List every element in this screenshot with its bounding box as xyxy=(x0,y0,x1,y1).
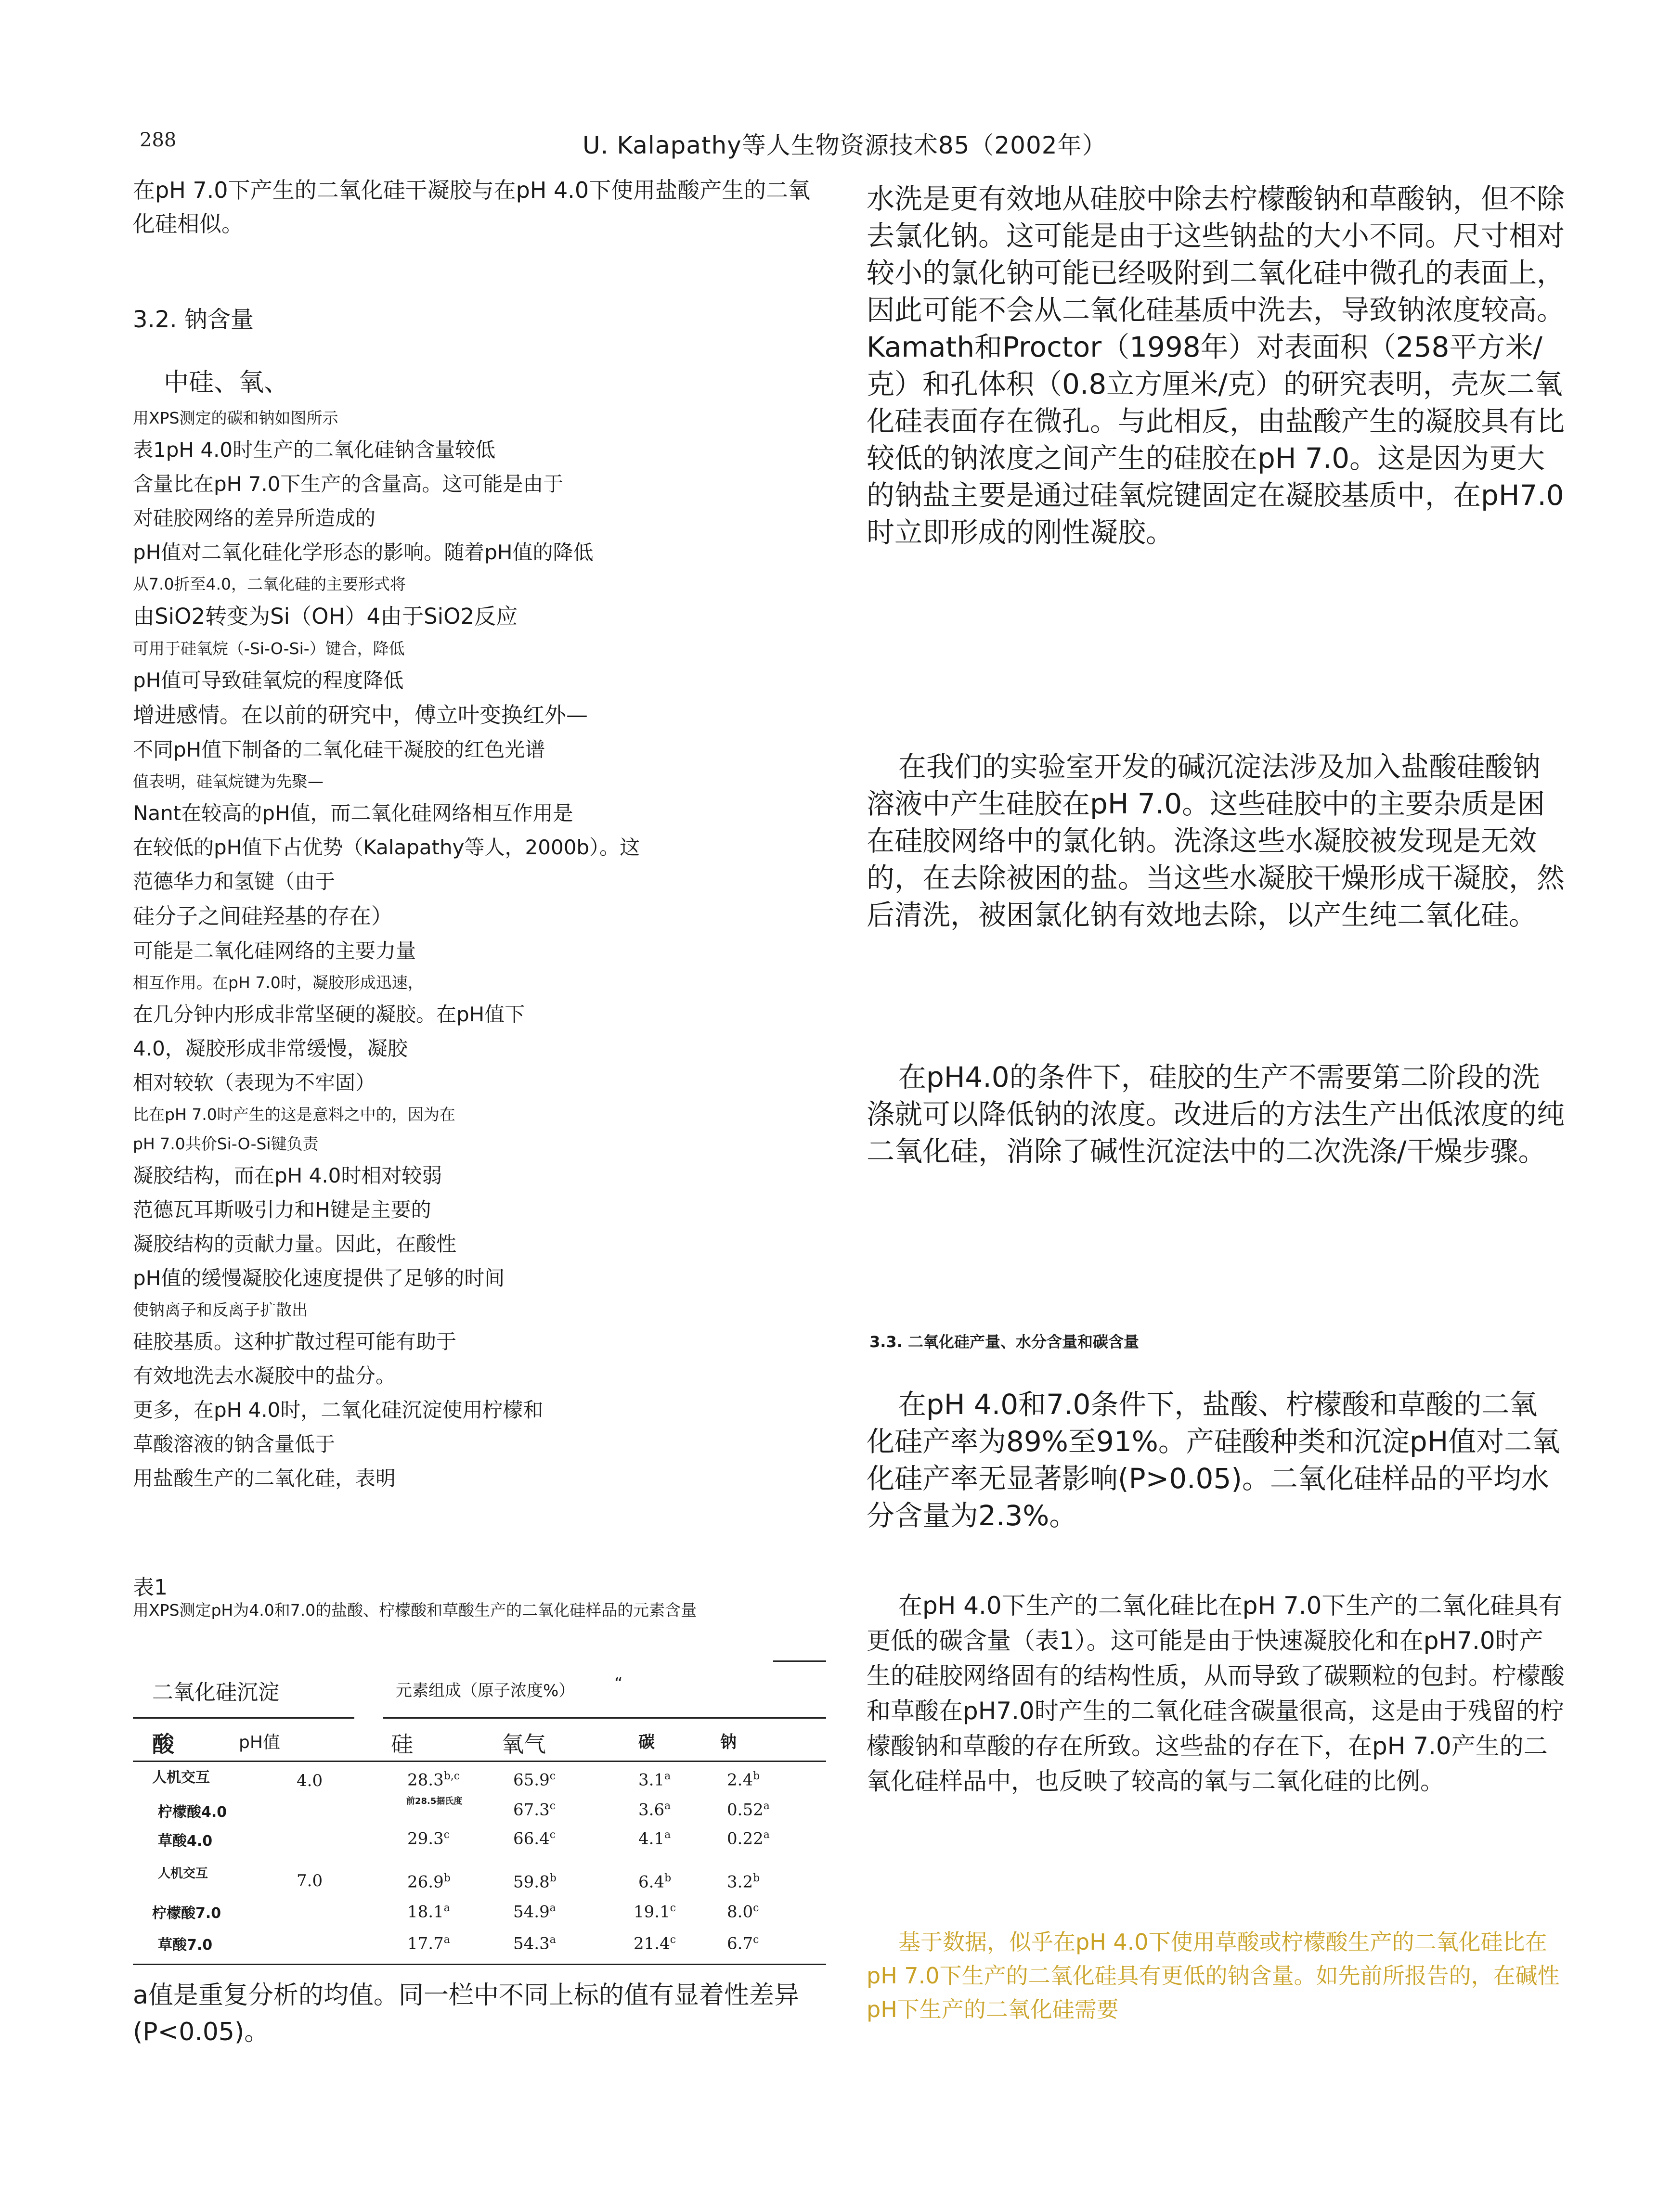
row-acid: 草酸7.0 xyxy=(158,1937,213,1954)
cell-c: 6.4$^b$ xyxy=(638,1872,672,1892)
running-head: U. Kalapathy等人生物资源技术85（2002年） xyxy=(583,131,1107,159)
row-acid: 柠檬酸7.0 xyxy=(152,1905,221,1922)
subheading: 中硅、氧、 xyxy=(164,368,289,397)
body-line: 由SiO2转变为Si（OH）4由于SiO2反应 xyxy=(133,604,518,629)
table-top-rule xyxy=(773,1660,826,1662)
intro-paragraph: 在pH 7.0下产生的二氧化硅干凝胶与在pH 4.0下使用盐酸产生的二氧化硅相似。 xyxy=(133,177,811,237)
page-number: 288 xyxy=(140,129,177,151)
body-line: 比在pH 7.0时产生的这是意料之中的，因为在 xyxy=(133,1105,455,1124)
body-line: 硅胶基质。这种扩散过程可能有助于 xyxy=(133,1330,457,1353)
header-precipitation: 二氧化硅沉淀 xyxy=(152,1680,279,1705)
body-line: 用XPS测定的碳和钠如图所示 xyxy=(133,409,338,427)
cell-o: 66.4$^c$ xyxy=(513,1829,556,1849)
cell-o: 65.9$^c$ xyxy=(513,1770,556,1790)
body-line: 用盐酸生产的二氧化硅，表明 xyxy=(133,1466,396,1490)
col-c: 碳 xyxy=(638,1733,655,1752)
right-paragraph-1: 水洗是更有效地从硅胶中除去柠檬酸钠和草酸钠，但不除去氯化钠。这可能是由于这些钠盐的大小不同。尺寸相对较小的氯化钠可能已经吸附到二氧化硅中微孔的表面上，因此可能不会从二氧化硅基质中洗去，导致钠浓度较高。Kamath和Proctor（1998年）对表面积（258平方米/克）和孔体积（0.8立方厘米/克）的研究表明，壳灰二氧化硅表面存在微孔。与此相反，由盐酸产生的凝胶具有比较低的钠浓度之间产生的硅胶在pH 7.0。这是因为更大的钠盐主要是通过硅氧烷键固定在凝胶基质中，在pH7.0时立即形成的刚性凝胶。 xyxy=(867,182,1565,549)
header-rule-left xyxy=(133,1717,354,1719)
right-paragraph-6-highlight: 基于数据，似乎在pH 4.0下使用草酸或柠檬酸生产的二氧化硅比在pH 7.0下生产的二氧化硅具有更低的钠含量。如先前所报告的，在碱性pH下生产的二氧化硅需要 xyxy=(867,1929,1560,2022)
cell-si: 26.9$^b$ xyxy=(407,1872,451,1892)
cell-c: 3.6$^a$ xyxy=(638,1800,671,1820)
cell-o: 54.3$^a$ xyxy=(513,1934,556,1954)
body-line: 表1pH 4.0时生产的二氧化硅钠含量较低 xyxy=(133,438,496,462)
right-paragraph-2: 在我们的实验室开发的碱沉淀法涉及加入盐酸硅酸钠溶液中产生硅胶在pH 7.0。这些硅胶中的主要杂质是困在硅胶网络中的氯化钠。洗涤这些水凝胶被发现是无效的，在去除被困的盐。当这些水凝胶干燥形成干凝胶，然后清洗，被困氯化钠有效地去除，以产生纯二氧化硅。 xyxy=(867,750,1565,931)
body-line: 凝胶结构的贡献力量。因此，在酸性 xyxy=(133,1232,457,1256)
body-line: 可能是二氧化硅网络的主要力量 xyxy=(133,939,416,963)
header-composition: 元素组成（原子浓度%） xyxy=(396,1681,575,1700)
body-line: 含量比在pH 7.0下生产的含量高。这可能是由于 xyxy=(133,472,564,496)
table-title: 表1 xyxy=(133,1575,168,1600)
body-line: 有效地洗去水凝胶中的盐分。 xyxy=(133,1364,396,1388)
body-line: pH值对二氧化硅化学形态的影响。随着pH值的降低 xyxy=(133,540,594,564)
col-o: 氧气 xyxy=(502,1731,546,1757)
header-bottom-rule xyxy=(133,1761,826,1762)
body-line: 硅分子之间硅羟基的存在） xyxy=(133,903,393,929)
cell-na: 0.22$^a$ xyxy=(727,1829,770,1849)
section-heading-3-3: 3.3. 二氧化硅产量、水分含量和碳含量 xyxy=(869,1333,1139,1351)
row-acid: 柠檬酸4.0 xyxy=(158,1804,227,1821)
body-line: 凝胶结构，而在pH 4.0时相对较弱 xyxy=(133,1164,442,1187)
table-bottom-rule xyxy=(133,1964,826,1965)
header-rule-right xyxy=(383,1717,826,1719)
left-body-lines xyxy=(133,403,816,1495)
body-line: 草酸溶液的钠含量低于 xyxy=(133,1432,336,1456)
body-line: 范德华力和氢键（由于 xyxy=(133,870,336,893)
inline-note: 前28.5据氏度 xyxy=(406,1796,463,1806)
body-line: 在几分钟内形成非常坚硬的凝胶。在pH值下 xyxy=(133,1003,525,1026)
cell-si: 28.3$^{b,c}$ xyxy=(407,1770,460,1790)
section-heading-3-2: 3.2. 钠含量 xyxy=(133,306,254,333)
body-line: Nant在较高的pH值，而二氧化硅网络相互作用是 xyxy=(133,801,573,825)
body-line: 范德瓦耳斯吸引力和H键是主要的 xyxy=(133,1198,431,1222)
element-table xyxy=(133,1656,826,1973)
row-acid: 人机交互 xyxy=(158,1866,208,1881)
body-line: 4.0，凝胶形成非常缓慢，凝胶 xyxy=(133,1037,408,1060)
right-paragraph-4: 在pH 4.0和7.0条件下，盐酸、柠檬酸和草酸的二氧化硅产率为89%至91%。产硅酸种类和沉淀pH值对二氧化硅产率无显著影响(P>0.05)。二氧化硅样品的平均水分含量为2.3%。 xyxy=(867,1388,1560,1532)
col-ph: pH值 xyxy=(239,1733,280,1752)
body-line: 可用于硅氧烷（-Si-O-Si-）键合，降低 xyxy=(133,639,405,658)
cell-o: 67.3$^c$ xyxy=(513,1800,556,1820)
body-line: pH值的缓慢凝胶化速度提供了足够的时间 xyxy=(133,1266,505,1290)
cell-na: 2.4$^b$ xyxy=(727,1770,760,1790)
body-line: 相对较软（表现为不牢固） xyxy=(133,1071,376,1094)
row-acid: 草酸4.0 xyxy=(158,1833,213,1850)
table-caption: 用XPS测定pH为4.0和7.0的盐酸、柠檬酸和草酸生产的二氧化硅样品的元素含量 xyxy=(133,1601,697,1620)
row-ph: 7.0 xyxy=(297,1871,323,1890)
cell-na: 3.2$^b$ xyxy=(727,1872,760,1892)
body-line: pH 7.0共价Si-O-Si键负责 xyxy=(133,1134,319,1153)
cell-c: 21.4$^c$ xyxy=(634,1934,676,1954)
header-mark: “ xyxy=(614,1674,623,1693)
col-si: 硅 xyxy=(391,1731,413,1757)
cell-si: 18.1$^a$ xyxy=(407,1902,450,1922)
body-line: 从7.0折至4.0，二氧化硅的主要形式将 xyxy=(133,575,406,593)
cell-c: 19.1$^c$ xyxy=(634,1902,676,1922)
cell-o: 54.9$^a$ xyxy=(513,1902,556,1922)
cell-o: 59.8$^b$ xyxy=(513,1872,557,1892)
cell-na: 6.7$^c$ xyxy=(727,1934,759,1954)
cell-si: 17.7$^a$ xyxy=(407,1934,450,1954)
cell-na: 0.52$^a$ xyxy=(727,1800,770,1820)
body-line: 相互作用。在pH 7.0时，凝胶形成迅速， xyxy=(133,973,424,992)
table-footnote: a值是重复分析的均值。同一栏中不同上标的值有显着性差异(P<0.05)。 xyxy=(133,1981,799,2046)
body-line: 对硅胶网络的差异所造成的 xyxy=(133,506,376,530)
row-acid: 人机交互 xyxy=(152,1769,210,1786)
body-line: 更多，在pH 4.0时，二氧化硅沉淀使用柠檬和 xyxy=(133,1398,544,1422)
body-line: pH值可导致硅氧烷的程度降低 xyxy=(133,669,404,692)
cell-na: 8.0$^c$ xyxy=(727,1902,759,1922)
body-line: 在较低的pH值下占优势（Kalapathy等人，2000b）。这 xyxy=(133,836,640,859)
row-ph: 4.0 xyxy=(297,1771,323,1790)
col-na: 钠 xyxy=(720,1733,737,1752)
body-line: 增进感情。在以前的研究中，傅立叶变换红外— xyxy=(133,702,588,728)
body-line: 不同pH值下制备的二氧化硅干凝胶的红色光谱 xyxy=(133,738,545,761)
cell-c: 4.1$^a$ xyxy=(638,1829,671,1849)
col-acid: 酸 xyxy=(152,1731,174,1757)
right-paragraph-5: 在pH 4.0下生产的二氧化硅比在pH 7.0下生产的二氧化硅具有更低的碳含量（表1）。这可能是由于快速凝胶化和在pH7.0时产生的硅胶网络固有的结构性质，从而导致了碳颗粒的包封。柠檬酸和草酸在pH7.0时产生的二氧化硅含碳量很高，这是由于残留的柠檬酸钠和草酸的存在所致。这些盐的存在下，在pH 7.0产生的二氧化硅样品中，也反映了较高的氧与二氧化硅的比例。 xyxy=(867,1592,1565,1795)
body-line: 值表明，硅氧烷键为先聚— xyxy=(133,772,324,791)
body-line: 使钠离子和反离子扩散出 xyxy=(133,1300,308,1319)
cell-c: 3.1$^a$ xyxy=(638,1770,671,1790)
cell-si: 29.3$^c$ xyxy=(407,1829,450,1849)
right-paragraph-3: 在pH4.0的条件下，硅胶的生产不需要第二阶段的洗涤就可以降低钠的浓度。改进后的方法生产出低浓度的纯二氧化硅，消除了碱性沉淀法中的二次洗涤/干燥步骤。 xyxy=(867,1061,1565,1168)
